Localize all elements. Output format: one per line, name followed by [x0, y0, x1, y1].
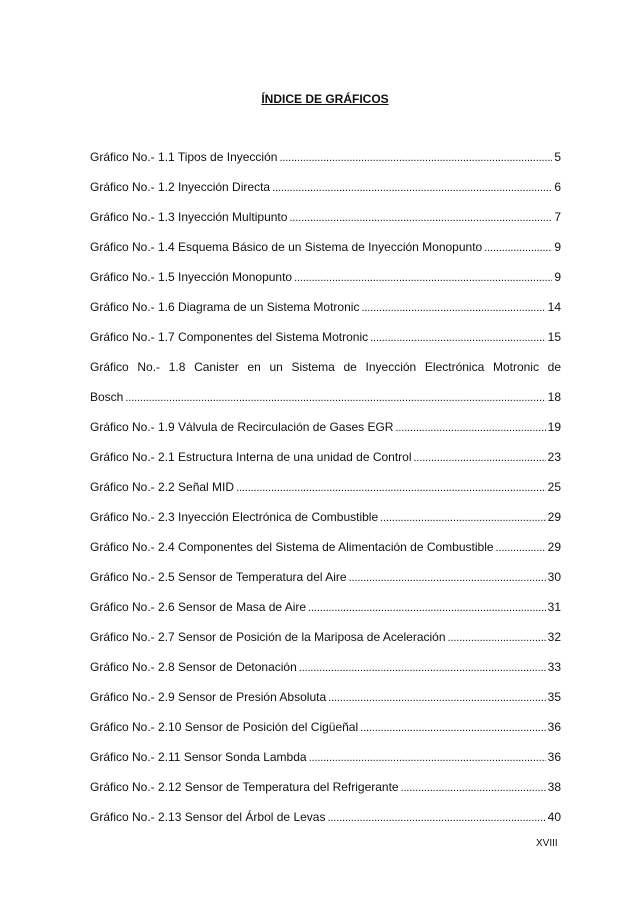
index-entry — [90, 660, 561, 690]
index-entry — [90, 240, 561, 270]
page-number-footer: XVIII — [536, 838, 558, 849]
dot-leader — [401, 780, 546, 794]
index-entry — [90, 630, 561, 660]
entry-label: Gráfico No.- 2.8 Sensor de Detonación — [90, 660, 297, 674]
entry-page-number: 33 — [547, 660, 561, 674]
index-entry — [90, 210, 561, 240]
entry-page-number: 36 — [547, 720, 561, 734]
entry-label: Gráfico No.- 2.1 Estructura Interna de una unidad de Control — [90, 450, 412, 464]
dot-leader — [327, 810, 545, 824]
entry-page-number: 29 — [547, 510, 561, 524]
index-entry — [90, 540, 561, 570]
entry-page-number: 15 — [547, 330, 561, 344]
entry-label: Gráfico No.- 2.7 Sensor de Posición de la Mariposa de Aceleración — [90, 630, 446, 644]
dot-leader — [395, 420, 545, 434]
figure-index-list — [90, 150, 561, 840]
dot-leader — [360, 720, 545, 734]
dot-leader — [414, 450, 546, 464]
dot-leader — [279, 150, 552, 164]
entry-page-number: 18 — [547, 390, 561, 404]
entry-label: Gráfico No.- 2.2 Señal MID — [90, 480, 235, 494]
dot-leader — [496, 540, 546, 554]
index-entry — [90, 750, 561, 780]
entry-label: Gráfico No.- 2.5 Sensor de Temperatura del Aire — [90, 570, 347, 584]
dot-leader — [294, 270, 552, 284]
entry-page-number: 7 — [554, 210, 561, 224]
index-entry — [90, 810, 561, 840]
index-entry — [90, 420, 561, 450]
entry-page-number: 30 — [547, 570, 561, 584]
entry-label: Bosch — [90, 390, 124, 404]
entry-label: Gráfico No.- 2.12 Sensor de Temperatura del Refrigerante — [90, 780, 399, 794]
dot-leader — [370, 330, 546, 344]
index-entry — [90, 180, 561, 210]
entry-page-number: 38 — [547, 780, 561, 794]
entry-page-number: 19 — [547, 420, 561, 434]
dot-leader — [380, 510, 546, 524]
entry-label: Gráfico No.- 1.1 Tipos de Inyección — [90, 150, 278, 164]
dot-leader — [299, 660, 546, 674]
entry-label: Gráfico No.- 2.6 Sensor de Masa de Aire — [90, 600, 307, 614]
index-entry — [90, 780, 561, 810]
entry-page-number: 40 — [547, 810, 561, 824]
entry-page-number: 14 — [547, 300, 561, 314]
index-entry — [90, 600, 561, 630]
index-entry — [90, 570, 561, 600]
entry-label: Gráfico No.- 1.4 Esquema Básico de un Sistema de Inyección Monopunto — [90, 240, 483, 254]
entry-page-number: 23 — [547, 450, 561, 464]
dot-leader — [484, 240, 552, 254]
entry-page-number: 29 — [547, 540, 561, 554]
index-entry — [90, 390, 561, 420]
entry-label: Gráfico No.- 2.10 Sensor de Posición del Cigüeñal — [90, 720, 359, 734]
dot-leader — [125, 390, 545, 404]
entry-page-number: 25 — [547, 480, 561, 494]
dot-leader — [349, 570, 546, 584]
entry-label: Gráfico No.- 1.9 Válvula de Recirculación de Gases EGR — [90, 420, 394, 434]
dot-leader — [236, 480, 546, 494]
dot-leader — [289, 210, 552, 224]
index-entry — [90, 450, 561, 480]
dot-leader — [308, 600, 546, 614]
index-entry — [90, 480, 561, 510]
entry-label: Gráfico No.- 1.5 Inyección Monopunto — [90, 270, 293, 284]
index-entry — [90, 720, 561, 750]
entry-page-number: 35 — [547, 690, 561, 704]
entry-page-number: 32 — [547, 630, 561, 644]
entry-label: Gráfico No.- 2.3 Inyección Electrónica de Combustible — [90, 510, 379, 524]
entry-page-number: 5 — [554, 150, 561, 164]
index-entry — [90, 690, 561, 720]
entry-label: Gráfico No.- 1.6 Diagrama de un Sistema Motronic — [90, 300, 360, 314]
entry-label: Gráfico No.- 1.2 Inyección Directa — [90, 180, 271, 194]
entry-page-number: 31 — [547, 600, 561, 614]
dot-leader — [309, 750, 546, 764]
entry-label: Gráfico No.- 2.4 Componentes del Sistema de Alimentación de Combustible — [90, 540, 494, 554]
entry-label: Gráfico No.- 2.11 Sensor Sonda Lambda — [90, 750, 307, 764]
index-entry — [90, 510, 561, 540]
dot-leader — [361, 300, 545, 314]
index-entry — [90, 330, 561, 360]
entry-page-number: 9 — [554, 240, 561, 254]
page-title: ÍNDICE DE GRÁFICOS — [261, 92, 389, 106]
entry-page-number: 36 — [547, 750, 561, 764]
entry-label: Gráfico No.- 2.13 Sensor del Árbol de Levas — [90, 810, 326, 824]
entry-label: Gráfico No.- 1.3 Inyección Multipunto — [90, 210, 288, 224]
index-entry-line: Gráfico No.- 1.8 Canister en un Sistema de Inyección Electrónica Motronic de — [90, 360, 561, 374]
entry-label: Gráfico No.- 2.9 Sensor de Presión Absoluta — [90, 690, 327, 704]
dot-leader — [328, 690, 546, 704]
index-entry — [90, 300, 561, 330]
entry-page-number: 6 — [554, 180, 561, 194]
entry-page-number: 9 — [554, 270, 561, 284]
dot-leader — [272, 180, 552, 194]
dot-leader — [448, 630, 546, 644]
entry-label: Gráfico No.- 1.7 Componentes del Sistema Motronic — [90, 330, 369, 344]
index-entry — [90, 270, 561, 300]
index-entry — [90, 150, 561, 180]
